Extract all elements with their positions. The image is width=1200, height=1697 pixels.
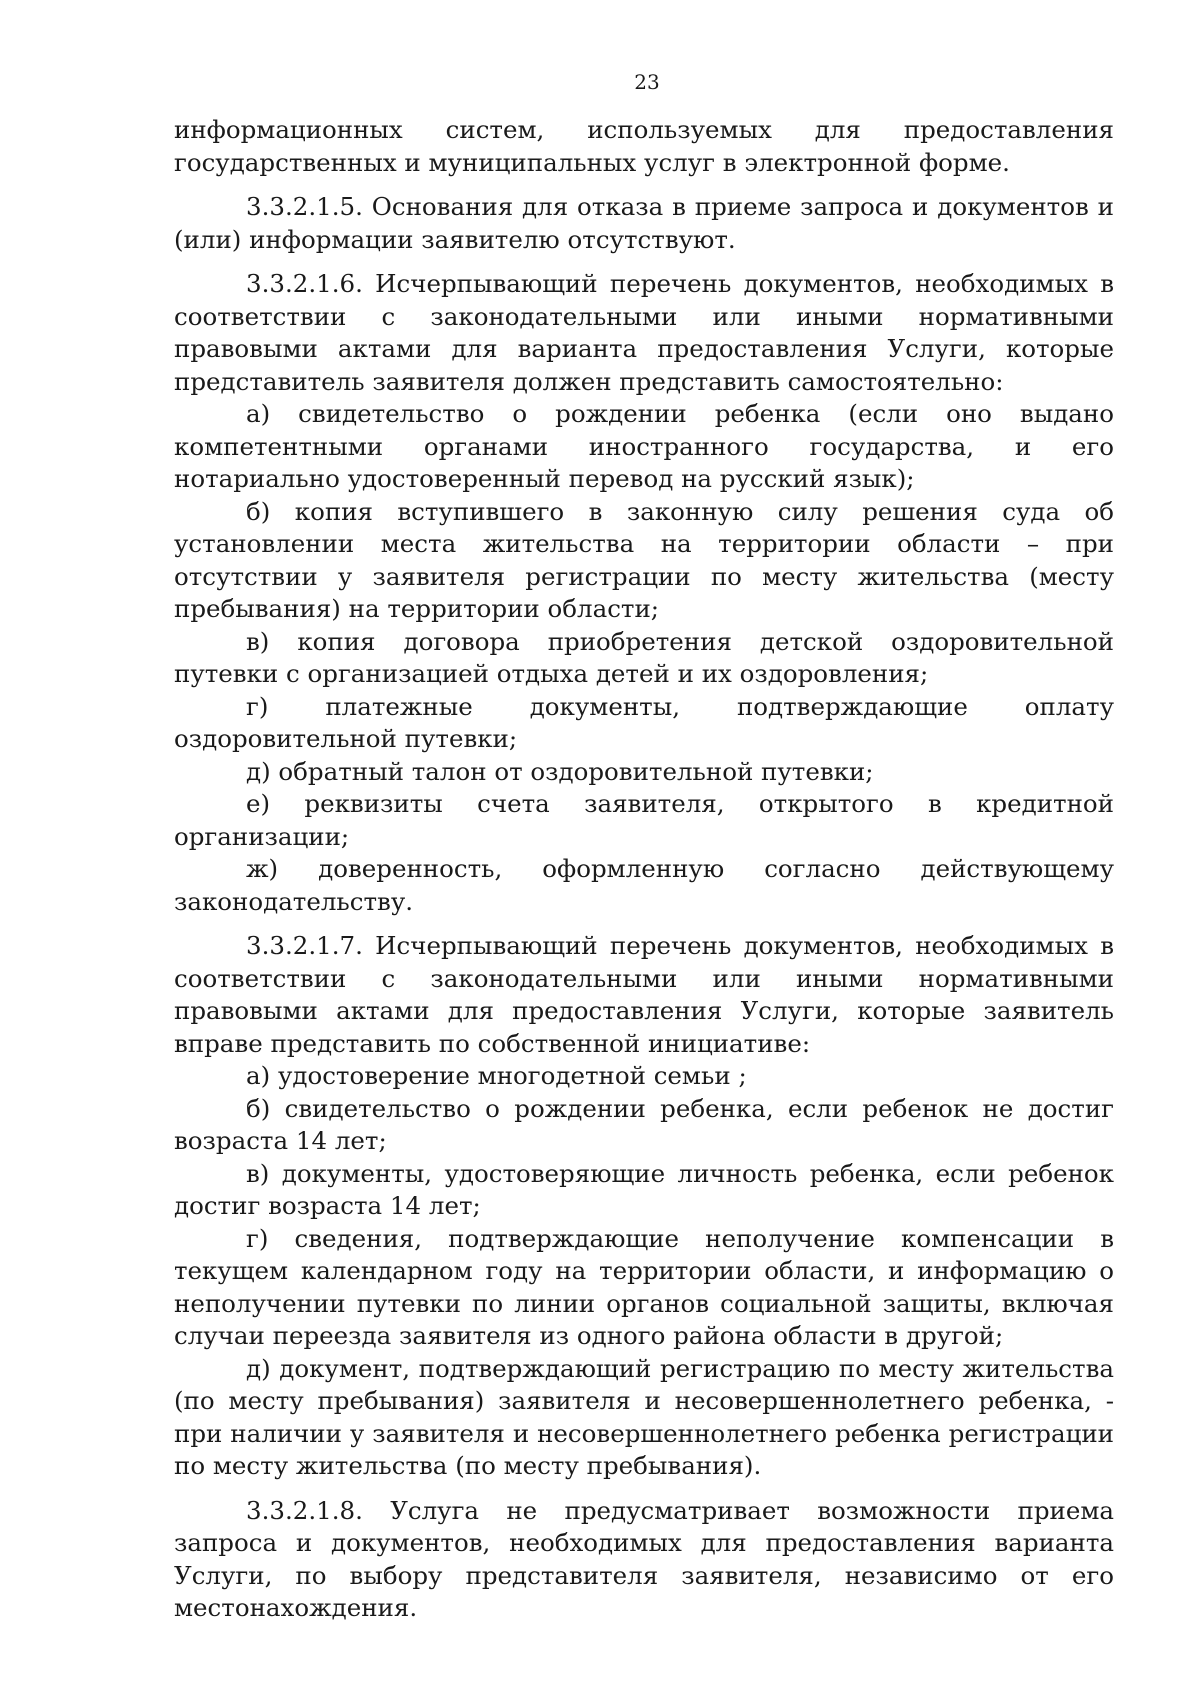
list-item-zh: ж) доверенность, оформленную согласно действующему законодательству. bbox=[174, 854, 1114, 916]
list-item-a: а) свидетельство о рождении ребенка (если оно выдано компетентными органами иностранного государства, и его нотариально удостоверенный перевод на русский язык); bbox=[174, 399, 1114, 493]
list-item-v: в) копия договора приобретения детской оздоровительной путевки с организацией отдыха детей и их оздоровления; bbox=[174, 626, 1114, 688]
list-item-d: д) обратный талон от оздоровительной путевки; bbox=[246, 756, 874, 786]
list-item-d: д) документ, подтверждающий регистрацию по месту жительства (по месту пребывания) заявителя и несовершеннолетнего ребенка, - при наличии у заявителя и несовершеннолетнего ребенка регистрации по месту жительства (по месту пребывания). bbox=[174, 1353, 1114, 1480]
paragraph-continuation: информационных систем, используемых для предоставления государственных и муниципальных услуг в электронной форме. bbox=[174, 115, 1114, 177]
list-item-g: г) платежные документы, подтверждающие оплату оздоровительной путевки; bbox=[174, 691, 1114, 753]
list-item-b: б) копия вступившего в законную силу решения суда об установлении места жительства на территории области – при отсутствии у заявителя регистрации по месту жительства (месту пребывания) на территории области; bbox=[174, 496, 1114, 623]
list-item-b: б) свидетельство о рождении ребенка, если ребенок не достиг возраста 14 лет; bbox=[174, 1093, 1114, 1155]
list-item-v: в) документы, удостоверяющие личность ребенка, если ребенок достиг возраста 14 лет; bbox=[174, 1158, 1114, 1220]
paragraph-3-3-2-1-8: 3.3.2.1.8. Услуга не предусматривает возможности приема запроса и документов, необходимых для предоставления варианта Услуги, по выбору представителя заявителя, независимо от его местонахождения. bbox=[174, 1495, 1114, 1622]
paragraph-3-3-2-1-6: 3.3.2.1.6. Исчерпывающий перечень документов, необходимых в соответствии с законодательными или иными нормативными правовыми актами для варианта предоставления Услуги, которые представитель заявителя должен представить самостоятельно: bbox=[174, 269, 1114, 396]
document-page bbox=[174, 62, 1114, 1625]
paragraph-3-3-2-1-5: 3.3.2.1.5. Основания для отказа в приеме запроса и документов и (или) информации заявителю отсутствуют. bbox=[174, 192, 1114, 254]
list-item-e: е) реквизиты счета заявителя, открытого в кредитной организации; bbox=[174, 789, 1114, 851]
page-number: 23 bbox=[634, 70, 660, 94]
paragraph-3-3-2-1-7: 3.3.2.1.7. Исчерпывающий перечень документов, необходимых в соответствии с законодательными или иными нормативными правовыми актами для предоставления Услуги, которые заявитель вправе представить по собственной инициативе: bbox=[174, 931, 1114, 1058]
list-item-a: а) удостоверение многодетной семьи ; bbox=[246, 1061, 747, 1090]
list-item-g: г) сведения, подтверждающие неполучение компенсации в текущем календарном году на территории области, и информацию о неполучении путевки по линии органов социальной защиты, включая случаи переезда заявителя из одного района области в другой; bbox=[174, 1223, 1114, 1350]
